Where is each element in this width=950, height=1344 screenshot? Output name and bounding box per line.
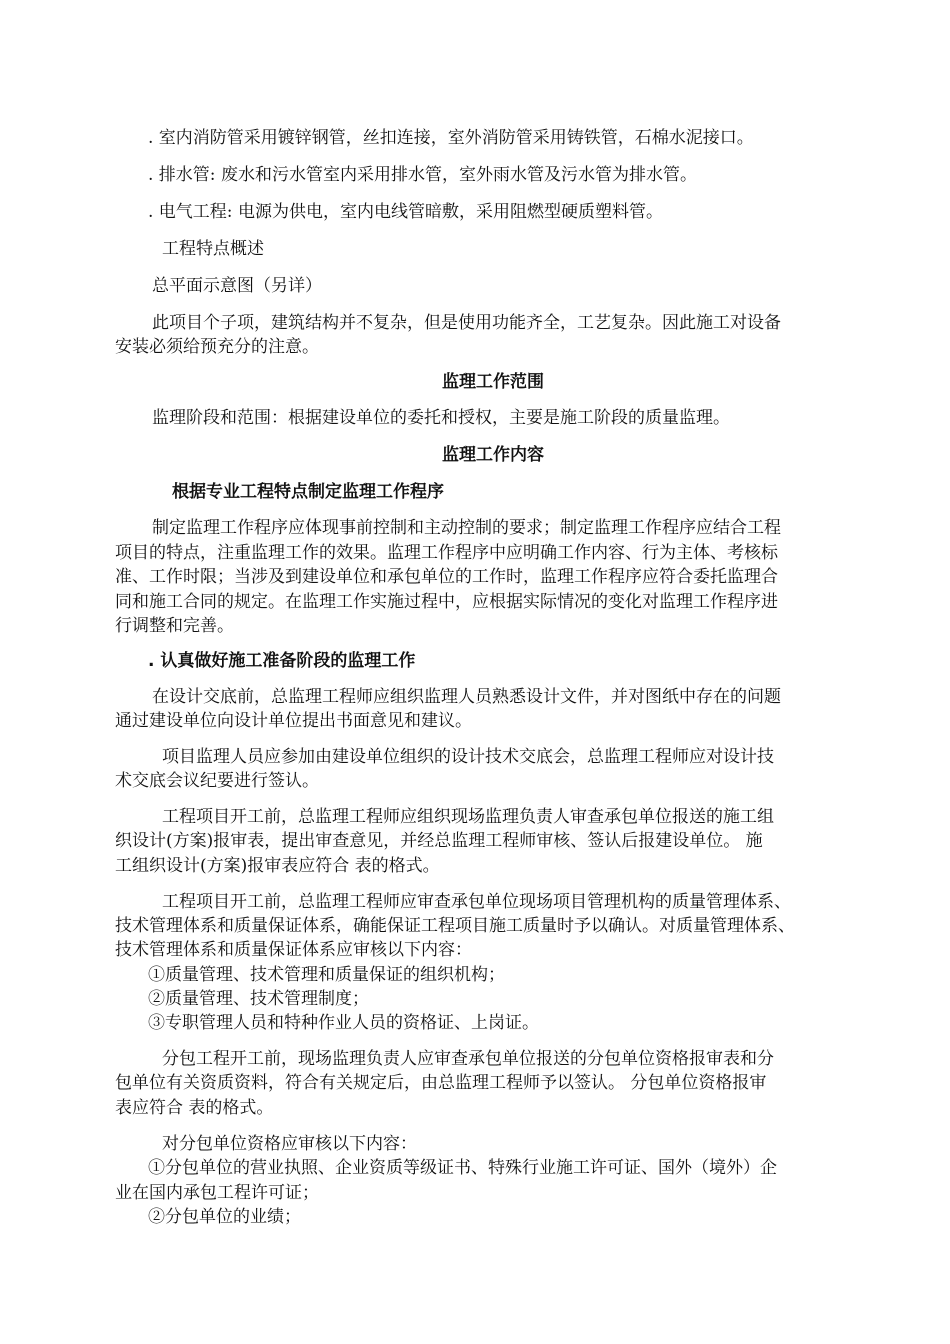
paragraph-line: 包单位有关资质资料，符合有关规定后，由总监理工程师予以签认。 分包单位资格报审: [115, 1073, 767, 1093]
paragraph-line: 监理阶段和范围：根据建设单位的委托和授权，主要是施工阶段的质量监理。: [152, 408, 730, 428]
section-title: 监理工作范围: [442, 372, 544, 392]
text-line: 总平面示意图（另详）: [152, 276, 322, 296]
subsection-title: . 认真做好施工准备阶段的监理工作: [148, 651, 416, 671]
section-title: 监理工作内容: [442, 445, 544, 465]
list-item: ①质量管理、技术管理和质量保证的组织机构；: [148, 965, 505, 985]
paragraph-line: 制定监理工作程序应体现事前控制和主动控制的要求；制定监理工作程序应结合工程: [152, 518, 781, 538]
paragraph-line: 安装必须给预充分的注意。: [115, 337, 319, 357]
list-item: 业在国内承包工程许可证；: [115, 1183, 319, 1203]
paragraph-line: 表应符合 表的格式。: [115, 1098, 274, 1118]
list-item: ②分包单位的业绩；: [148, 1207, 301, 1227]
list-item: ①分包单位的营业执照、企业资质等级证书、特殊行业施工许可证、国外（境外）企: [148, 1158, 777, 1178]
paragraph-line: 技术管理体系和质量保证体系，确能保证工程项目施工质量时予以确认。对质量管理体系、: [115, 916, 795, 936]
paragraph-line: 项目的特点，注重监理工作的效果。监理工作程序中应明确工作内容、行为主体、考核标: [115, 543, 778, 563]
paragraph-line: 技术管理体系和质量保证体系应审核以下内容：: [115, 940, 472, 960]
text-line: . 室内消防管采用镀锌钢管，丝扣连接，室外消防管采用铸铁管，石棉水泥接口。: [148, 128, 754, 148]
paragraph-line: 此项目个子项，建筑结构并不复杂，但是使用功能齐全，工艺复杂。因此施工对设备: [152, 313, 781, 333]
paragraph-line: 工程项目开工前，总监理工程师应审查承包单位现场项目管理机构的质量管理体系、: [162, 892, 791, 912]
paragraph-line: 通过建设单位向设计单位提出书面意见和建议。: [115, 711, 472, 731]
paragraph-line: 分包工程开工前，现场监理负责人应审查承包单位报送的分包单位资格报审表和分: [162, 1049, 774, 1069]
paragraph-line: 在设计交底前，总监理工程师应组织监理人员熟悉设计文件，并对图纸中存在的问题: [152, 687, 781, 707]
paragraph-line: 准、工作时限；当涉及到建设单位和承包单位的工作时，监理工作程序应符合委托监理合: [115, 567, 778, 587]
paragraph-line: 对分包单位资格应审核以下内容：: [162, 1134, 417, 1154]
text-line: . 电气工程: 电源为供电，室内电线管暗敷，采用阻燃型硬质塑料管。: [148, 202, 663, 222]
paragraph-line: 织设计(方案)报审表，提出审查意见，并经总监理工程师审核、签认后报建设单位。 施: [115, 831, 763, 851]
paragraph-line: 工组织设计(方案)报审表应符合 表的格式。: [115, 856, 440, 876]
paragraph-line: 同和施工合同的规定。在监理工作实施过程中，应根据实际情况的变化对监理工作程序进: [115, 592, 778, 612]
paragraph-line: 行调整和完善。: [115, 616, 234, 636]
subsection-title: 根据专业工程特点制定监理工作程序: [172, 482, 444, 502]
list-item: ③专职管理人员和特种作业人员的资格证、上岗证。: [148, 1013, 539, 1033]
text-line: . 排水管: 废水和污水管室内采用排水管，室外雨水管及污水管为排水管。: [148, 165, 697, 185]
paragraph-line: 术交底会议纪要进行签认。: [115, 771, 319, 791]
section-heading: 工程特点概述: [162, 239, 264, 259]
list-item: ②质量管理、技术管理制度；: [148, 989, 369, 1009]
paragraph-line: 项目监理人员应参加由建设单位组织的设计技术交底会，总监理工程师应对设计技: [162, 747, 774, 767]
paragraph-line: 工程项目开工前，总监理工程师应组织现场监理负责人审查承包单位报送的施工组: [162, 807, 774, 827]
